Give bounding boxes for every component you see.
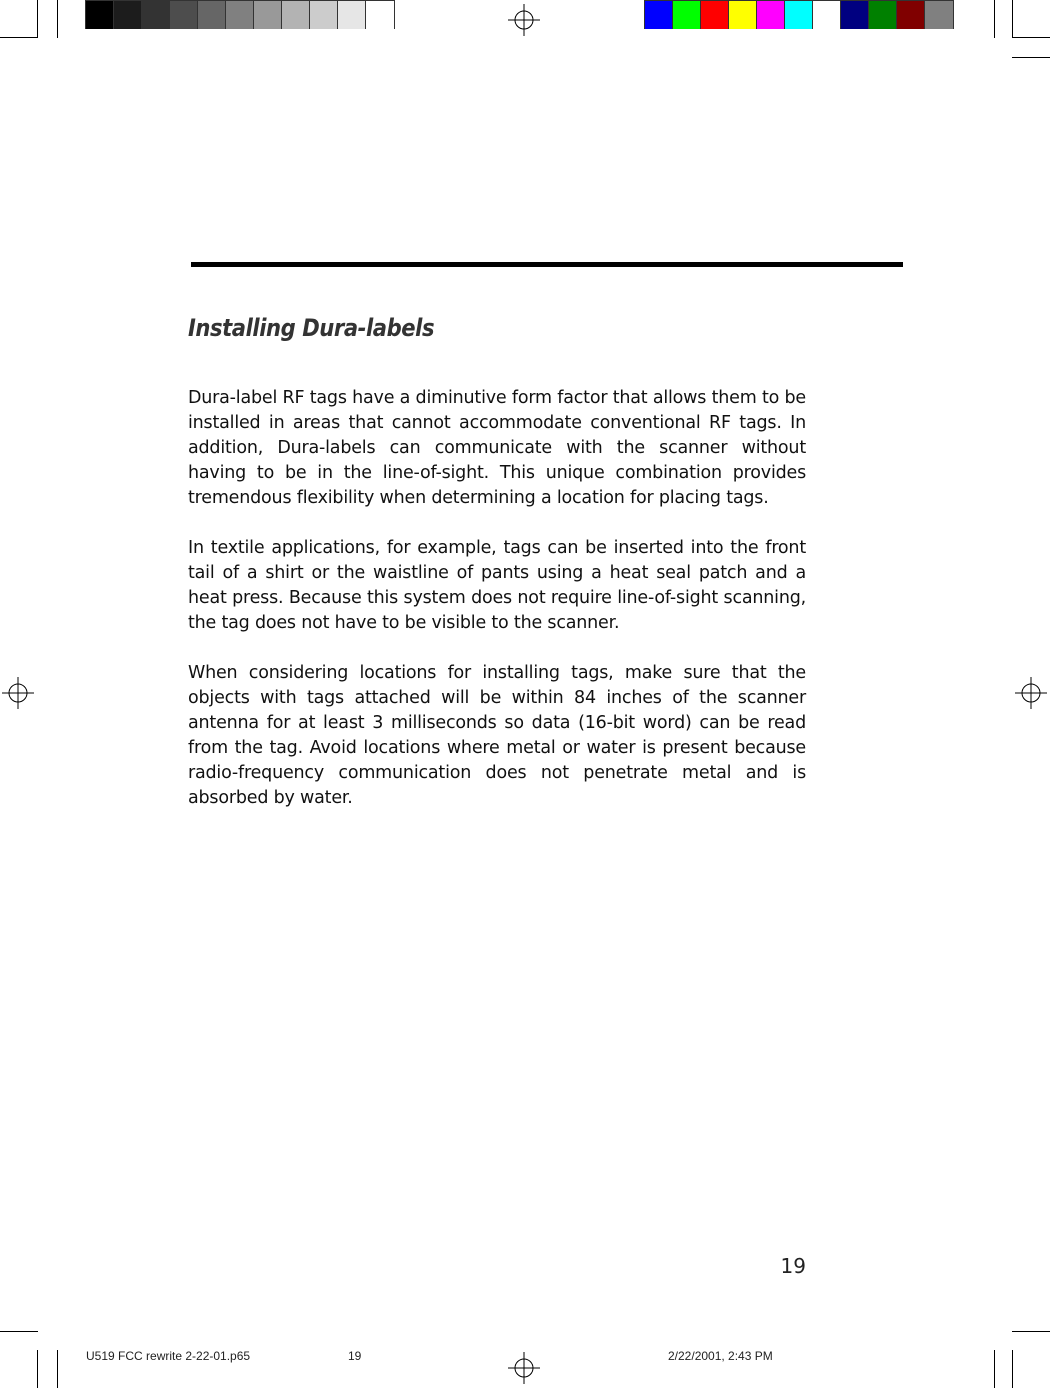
gray-swatch-6 bbox=[254, 1, 282, 29]
crop-mark-top-left-horizontal bbox=[0, 37, 38, 38]
color-swatch-0 bbox=[645, 1, 673, 29]
crop-mark-bottom-right-vertical bbox=[1012, 1350, 1013, 1388]
gray-swatch-5 bbox=[226, 1, 254, 29]
registration-mark-icon-right bbox=[1015, 677, 1047, 709]
gray-swatch-7 bbox=[282, 1, 310, 29]
gray-swatch-0 bbox=[86, 1, 114, 29]
heading-rule bbox=[191, 262, 903, 267]
color-swatch-6 bbox=[813, 1, 841, 29]
gray-swatch-9 bbox=[338, 1, 366, 29]
paragraph-locations: When considering locations for installing tags, make sure that the objects with tags attached will be within 84 inches of the scanner antenna for at least 3 milliseconds so data (16-bit word) can be read from the tag. Avoid locations where metal or water is present because radio-frequency communication does not penetrate metal and is absorbed by water. bbox=[188, 663, 806, 808]
registration-mark-icon-top bbox=[508, 4, 540, 36]
section-heading: Installing Dura-labels bbox=[188, 314, 435, 342]
paragraph-textile: In textile applications, for example, tags can be inserted into the front tail of a shirt or the waistline of pants using a heat seal patch and a heat press. Because this system does not require line-of-sight scanning, the tag does not have to be visible to the scanner. bbox=[188, 538, 806, 633]
color-swatch-10 bbox=[925, 1, 953, 29]
crop-mark-bottom-right-horizontal bbox=[1012, 1331, 1050, 1332]
gray-swatch-8 bbox=[310, 1, 338, 29]
registration-mark-icon-left bbox=[2, 677, 34, 709]
crop-mark-top-right-vertical-outer bbox=[994, 0, 995, 38]
crop-mark-bottom-right-vertical-outer bbox=[994, 1350, 995, 1388]
gray-swatch-2 bbox=[142, 1, 170, 29]
color-swatch-4 bbox=[757, 1, 785, 29]
color-swatch-3 bbox=[729, 1, 757, 29]
paragraph-intro: Dura-label RF tags have a diminutive form factor that allows them to be installed in areas that cannot accommodate conventional RF tags. In addition, Dura-labels can communicate with the scanner without having to be in the line-of-sight. This unique combination provides tremendous flexibility when determining a location for placing tags. bbox=[188, 388, 806, 508]
crop-mark-top-right-vertical bbox=[1012, 0, 1013, 38]
color-swatch-7 bbox=[841, 1, 869, 29]
crop-mark-top-right-horizontal-lower bbox=[1012, 57, 1050, 58]
color-swatch-5 bbox=[785, 1, 813, 29]
color-swatch-1 bbox=[673, 1, 701, 29]
body-text bbox=[188, 386, 806, 836]
gray-swatch-10 bbox=[366, 1, 394, 29]
crop-mark-bottom-left-vertical-outer bbox=[57, 1350, 58, 1388]
gray-swatch-4 bbox=[198, 1, 226, 29]
color-calibration-bar bbox=[644, 0, 954, 29]
gray-swatch-3 bbox=[170, 1, 198, 29]
color-swatch-9 bbox=[897, 1, 925, 29]
grayscale-calibration-bar bbox=[85, 0, 395, 29]
registration-mark-icon-bottom bbox=[508, 1352, 540, 1384]
gray-swatch-1 bbox=[114, 1, 142, 29]
slug-page: 19 bbox=[348, 1349, 362, 1363]
slug-filename: U519 FCC rewrite 2-22-01.p65 bbox=[86, 1349, 251, 1363]
crop-mark-top-right-horizontal bbox=[1012, 37, 1050, 38]
crop-mark-bottom-left-horizontal bbox=[0, 1331, 38, 1332]
crop-mark-top-left-vertical-outer bbox=[57, 0, 58, 38]
slug-timestamp: 2/22/2001, 2:43 PM bbox=[668, 1349, 773, 1363]
color-swatch-2 bbox=[701, 1, 729, 29]
page-number: 19 bbox=[780, 1254, 806, 1278]
crop-mark-bottom-left-vertical bbox=[37, 1350, 38, 1388]
color-swatch-8 bbox=[869, 1, 897, 29]
crop-mark-top-left-vertical bbox=[37, 0, 38, 38]
